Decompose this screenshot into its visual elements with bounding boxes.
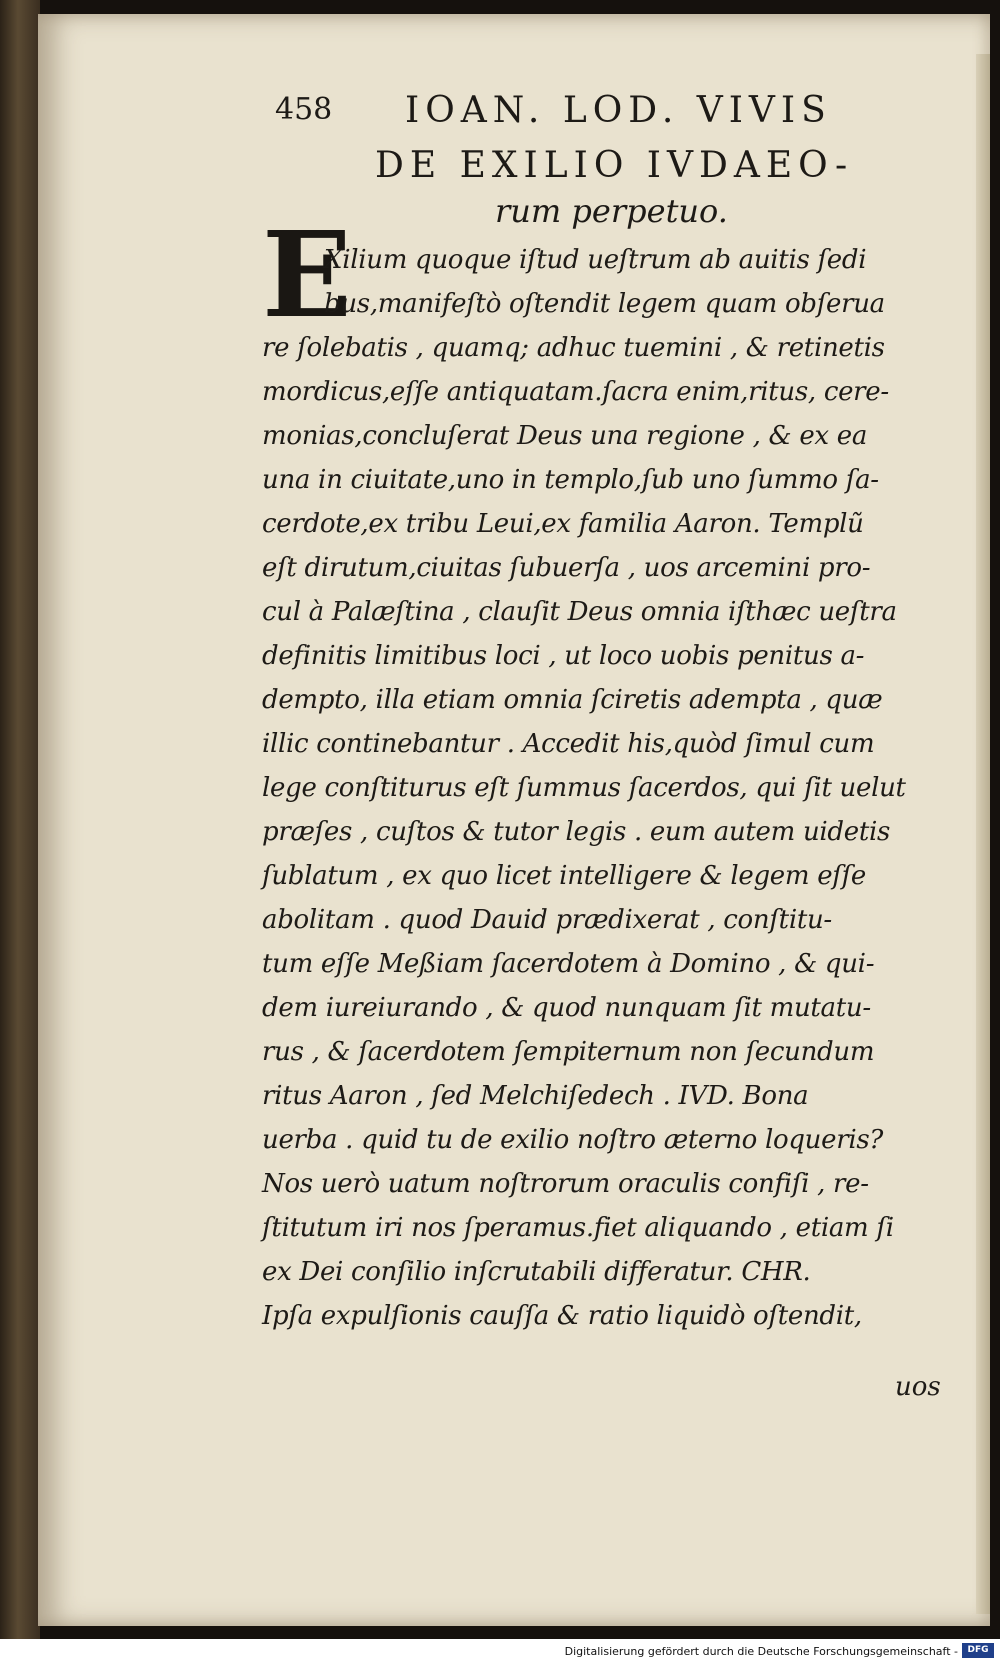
text-line: abolitam . quod Dauid prædixerat , conſtitu- (262, 905, 832, 935)
dfg-logo: DFG (962, 1643, 994, 1658)
book-cover-left (0, 0, 40, 1661)
text-line: ex Dei conſilio inſcrutabili differatur. CHR. (262, 1257, 811, 1287)
text-line: eſt dirutum,ciuitas ſubuerſa , uos arcemini pro- (262, 553, 871, 583)
text-line: definitis limitibus loci , ut loco uobis penitus a- (262, 641, 865, 671)
text-line: re ſolebatis , quamq; adhuc tuemini , & retinetis (262, 333, 885, 363)
text-line: monias,concluſerat Deus una regione , & ex ea (262, 421, 868, 451)
text-line: una in ciuitate,uno in templo,ſub uno ſummo ſa- (262, 465, 879, 495)
text-line: lege conſtiturus eſt ſummus ſacerdos, qui ſit uelut (262, 773, 906, 803)
running-title: IOAN. LOD. VIVIS (405, 90, 832, 131)
text-line: præſes , cuſtos & tutor legis . eum autem uidetis (262, 817, 891, 847)
text-line: uerba . quid tu de exilio noſtro æterno loqueris? (262, 1125, 884, 1155)
text-line: tum eſſe Meßiam ſacerdotem à Domino , & qui- (262, 949, 875, 979)
text-line: Nos uerò uatum noſtrorum oraculis confiſi , re- (262, 1169, 869, 1199)
text-line: Xilium quoque iſtud ueſtrum ab auitis ſedi (324, 245, 867, 275)
text-line: ſtitutum iri nos ſperamus.fiet aliquando , etiam ſi (262, 1213, 894, 1243)
catchword: uos (895, 1372, 941, 1402)
text-line: dem iureiurando , & quod nunquam ſit mutatu- (262, 993, 871, 1023)
text-line: cerdote,ex tribu Leui,ex familia Aaron. Templũ (262, 509, 864, 539)
text-line: ſublatum , ex quo licet intelligere & legem eſſe (262, 861, 867, 891)
text-line: ritus Aaron , ſed Melchiſedech . IVD. Bona (262, 1081, 809, 1111)
text-line: bus,manifeſtò oſtendit legem quam obſerua (324, 289, 885, 319)
chapter-heading-continuation: rum perpetuo. (495, 192, 728, 230)
digitization-footer (0, 1639, 1000, 1661)
page-number: 458 (275, 92, 333, 127)
text-line: mordicus,eſſe antiquatam.ſacra enim,ritus, cere- (262, 377, 889, 407)
chapter-heading: DE EXILIO IVDAEO- (375, 145, 854, 186)
text-line: illic continebantur . Accedit his,quòd ſimul cum (262, 729, 875, 759)
footer-credit: Digitalisierung gefördert durch die Deutsche Forschungsgemeinschaft - (564, 1645, 958, 1658)
text-line: Ipſa expulſionis cauſſa & ratio liquidò oſtendit, (262, 1301, 862, 1331)
running-head (275, 90, 835, 138)
drop-cap-initial: E (262, 205, 352, 344)
text-line: rus , & ſacerdotem ſempiternum non ſecundum (262, 1037, 875, 1067)
page-edge (976, 54, 990, 1614)
text-line: cul à Palæſtina , clauſit Deus omnia iſthæc ueſtra (262, 597, 897, 627)
text-line: dempto, illa etiam omnia ſciretis adempta , quæ (262, 685, 883, 715)
